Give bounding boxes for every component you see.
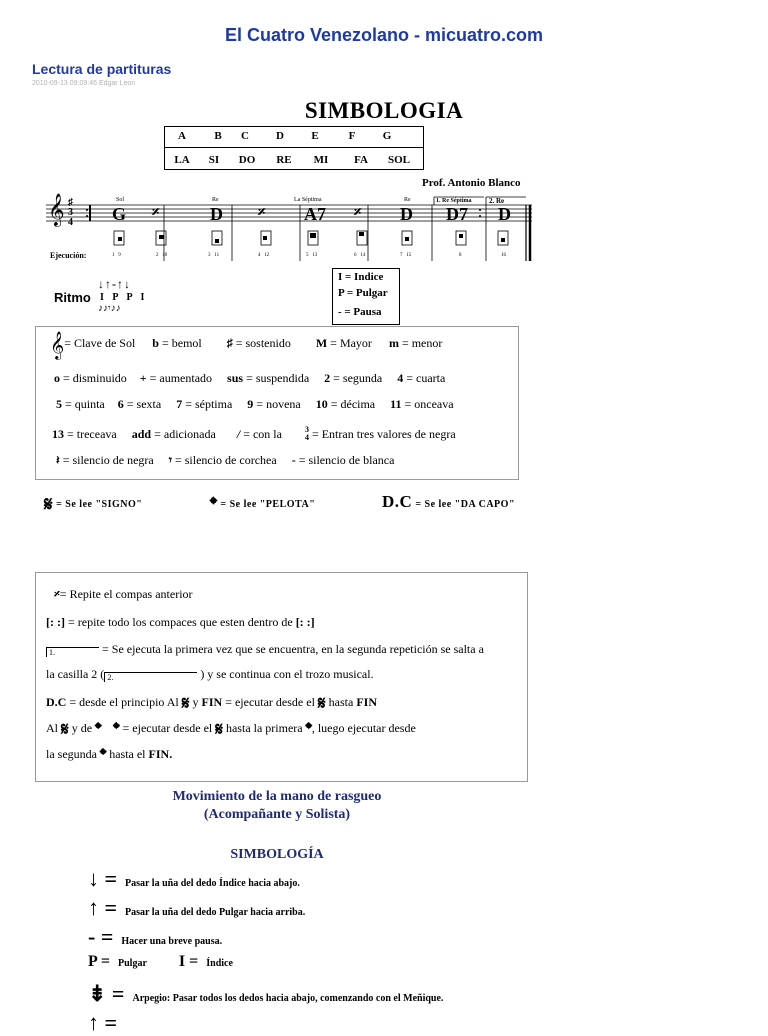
- dash-icon: - =: [88, 924, 114, 949]
- volta-2-label: 2.: [489, 197, 495, 205]
- dc-symbol: D.C: [382, 492, 413, 511]
- repeat-instructions-box: [35, 572, 528, 782]
- coda-icon: 𝄌: [99, 745, 107, 765]
- repeat-measure-icon: 𝄎: [54, 587, 60, 601]
- ritmo-letters: I P P I: [100, 292, 148, 303]
- arrow-up-icon: ↑ =: [88, 1010, 118, 1035]
- symbol-pulgar-indice: P = Pulgar I = Índice: [88, 953, 233, 970]
- note-name: MI: [313, 154, 329, 166]
- instruction-line-2: [: :] = repite todo los compaces que esten dentro de [: :]: [46, 615, 315, 629]
- movimiento-title-line-2: (Acompañante y Solista): [203, 807, 351, 822]
- symbol-up: ↑ = Pasar la uña del dedo Pulgar hacia arriba.: [88, 895, 306, 920]
- symbols-box: [35, 326, 519, 480]
- legend-indice: I = Indice: [338, 271, 384, 283]
- chord-name: Re Séptima: [442, 198, 472, 204]
- treble-clef-icon: 𝄞: [50, 333, 65, 359]
- ritmo-notes: ♪♪𝄾♪♪: [98, 303, 121, 314]
- arpeggio-icon: ⇟ =: [88, 981, 125, 1006]
- repeat-measure-icon: 𝄎: [258, 205, 266, 221]
- instruction-line-4: la casilla 2 ( 2. ) y se continua con el trozo musical.: [46, 667, 374, 682]
- coda-icon: 𝄌: [305, 719, 312, 739]
- treble-clef-icon: 𝄞: [48, 195, 65, 226]
- note-letter: B: [214, 130, 222, 142]
- strum-count: 16: [501, 253, 506, 258]
- arrow-down-icon: ↓ =: [88, 866, 118, 891]
- note-letter: G: [382, 130, 392, 142]
- chord-symbol: D: [210, 204, 223, 224]
- simbologia-subheading: SIMBOLOGÍA: [230, 847, 324, 862]
- instruction-line-7: la segunda 𝄌 hasta el FIN.: [46, 745, 173, 765]
- coda-icon: 𝄌: [95, 719, 102, 739]
- repeat-measure-icon: 𝄎: [152, 205, 160, 221]
- coda-icon: 𝄌: [113, 719, 120, 739]
- chord-name: Re: [212, 197, 219, 203]
- instruction-line-3: 1. = Se ejecuta la primera vez que se encuentra, en la segunda repetición se salta a: [46, 642, 484, 657]
- strum-count: 4 12: [258, 253, 270, 258]
- chord-symbol: A7: [304, 204, 326, 224]
- chord-symbol: D: [400, 204, 413, 224]
- symbol-down: ↓ = Pasar la uña del dedo Índice hacia abajo.: [88, 866, 300, 891]
- segno-icon: 𝄋: [44, 494, 54, 516]
- simbologia-heading: SIMBOLOGIA: [304, 98, 464, 123]
- dc-legend: D.C = Se lee "DA CAPO": [382, 492, 515, 511]
- segno-icon: 𝄋: [181, 693, 190, 713]
- pelota-legend: 𝄌 = Se lee "PELOTA": [210, 494, 316, 516]
- strum-count: 7 15: [400, 253, 412, 258]
- movimiento-title-line-1: Movimiento de la mano de rasgueo: [172, 789, 382, 804]
- strum-count: 1 9: [112, 253, 121, 258]
- chord-name: La Séptima: [294, 197, 322, 203]
- strum-count: 3 11: [208, 253, 220, 258]
- symbol-partial: [88, 1010, 117, 1036]
- symbols-row-2: o = disminuido + = aumentado sus = suspendida 2 = segunda 4 = cuarta: [54, 371, 446, 385]
- movimiento-title: [0, 788, 554, 824]
- ritmo-arrows: ↓↑-↑↓: [98, 277, 131, 291]
- note-name: LA: [174, 154, 190, 166]
- note-name: SI: [208, 154, 220, 166]
- segno-icon: 𝄋: [215, 719, 223, 739]
- coda-icon: 𝄌: [210, 494, 218, 516]
- symbol-pause: - = Hacer una breve pausa.: [88, 924, 223, 949]
- eighth-rest-icon: 𝄾: [168, 453, 172, 467]
- chord-name: Re: [404, 197, 411, 203]
- symbols-row-4: 13 = treceava add = adicionada / = con la 3 4 = Entran tres valores de negra: [52, 425, 456, 442]
- note-name: RE: [276, 154, 292, 166]
- chord-name: Re: [496, 197, 505, 205]
- note-letter: A: [178, 130, 186, 142]
- legend-pulgar: P = Pulgar: [338, 287, 388, 299]
- strum-count: 2 10: [156, 253, 168, 258]
- signo-legend: 𝄋 = Se lee "SIGNO": [44, 494, 143, 516]
- music-staff: [46, 195, 532, 261]
- post-title[interactable]: Lectura de partituras: [32, 61, 172, 77]
- chord-symbol: D: [498, 204, 511, 224]
- note-letter: F: [348, 130, 356, 142]
- strum-count: 5 13: [306, 253, 318, 258]
- instruction-line-6: Al 𝄋 y de 𝄌 𝄌 = ejecutar desde el 𝄋 hasta la primera 𝄌, luego ejecutar desde: [46, 719, 416, 739]
- note-name: DO: [238, 154, 256, 166]
- post-meta: 2010-09-13 09:09:46 Edgar Leon: [32, 80, 136, 87]
- arrow-up-icon: ↑ =: [88, 895, 118, 920]
- instruction-line-5: D.C = desde el principio Al 𝄋 y FIN = ejecutar desde el 𝄋 hasta FIN: [46, 693, 377, 713]
- chord-symbol: D7: [446, 204, 468, 224]
- strum-count: 8: [459, 253, 462, 258]
- note-name: SOL: [387, 154, 411, 166]
- quarter-rest-icon: 𝄽: [56, 453, 60, 467]
- chord-name: Sol: [116, 197, 125, 203]
- note-letter: C: [241, 130, 249, 142]
- author-credit: Prof. Antonio Blanco: [422, 177, 521, 189]
- site-title[interactable]: El Cuatro Venezolano - micuatro.com: [224, 25, 544, 45]
- note-letter: D: [276, 130, 284, 142]
- repeat-measure-icon: 𝄎: [354, 205, 362, 221]
- symbol-arpegio: ⇟ = Arpegio: Pasar todos los dedos hacia abajo, comenzando con el Meñique.: [88, 981, 444, 1006]
- strum-count: 6 14: [354, 253, 366, 258]
- symbols-row-1: 𝄞= Clave de Sol b = bemol ♯ = sostenido M = Mayor m = menor: [50, 333, 443, 359]
- key-signature: ♯ 3 4: [68, 197, 73, 228]
- note-letter: E: [311, 130, 319, 142]
- ritmo-label: Ritmo: [54, 290, 91, 305]
- instruction-line-1: 𝄎= Repite el compas anterior: [54, 587, 193, 601]
- segno-icon: 𝄋: [61, 719, 69, 739]
- symbols-row-5: 𝄽 = silencio de negra 𝄾 = silencio de corchea - = silencio de blanca: [56, 453, 395, 467]
- legend-pausa: - = Pausa: [338, 306, 382, 318]
- ejecucion-label: Ejecución:: [50, 251, 87, 260]
- note-name: FA: [354, 154, 368, 166]
- segno-icon: 𝄋: [317, 693, 326, 713]
- volta-1-label: 1.: [436, 198, 441, 204]
- notes-table: [164, 126, 424, 170]
- ritmo-legend: [332, 268, 400, 325]
- chord-symbol: G: [112, 204, 127, 224]
- symbols-row-3: 5 = quinta 6 = sexta 7 = séptima 9 = novena 10 = décima 11 = onceava: [56, 397, 454, 411]
